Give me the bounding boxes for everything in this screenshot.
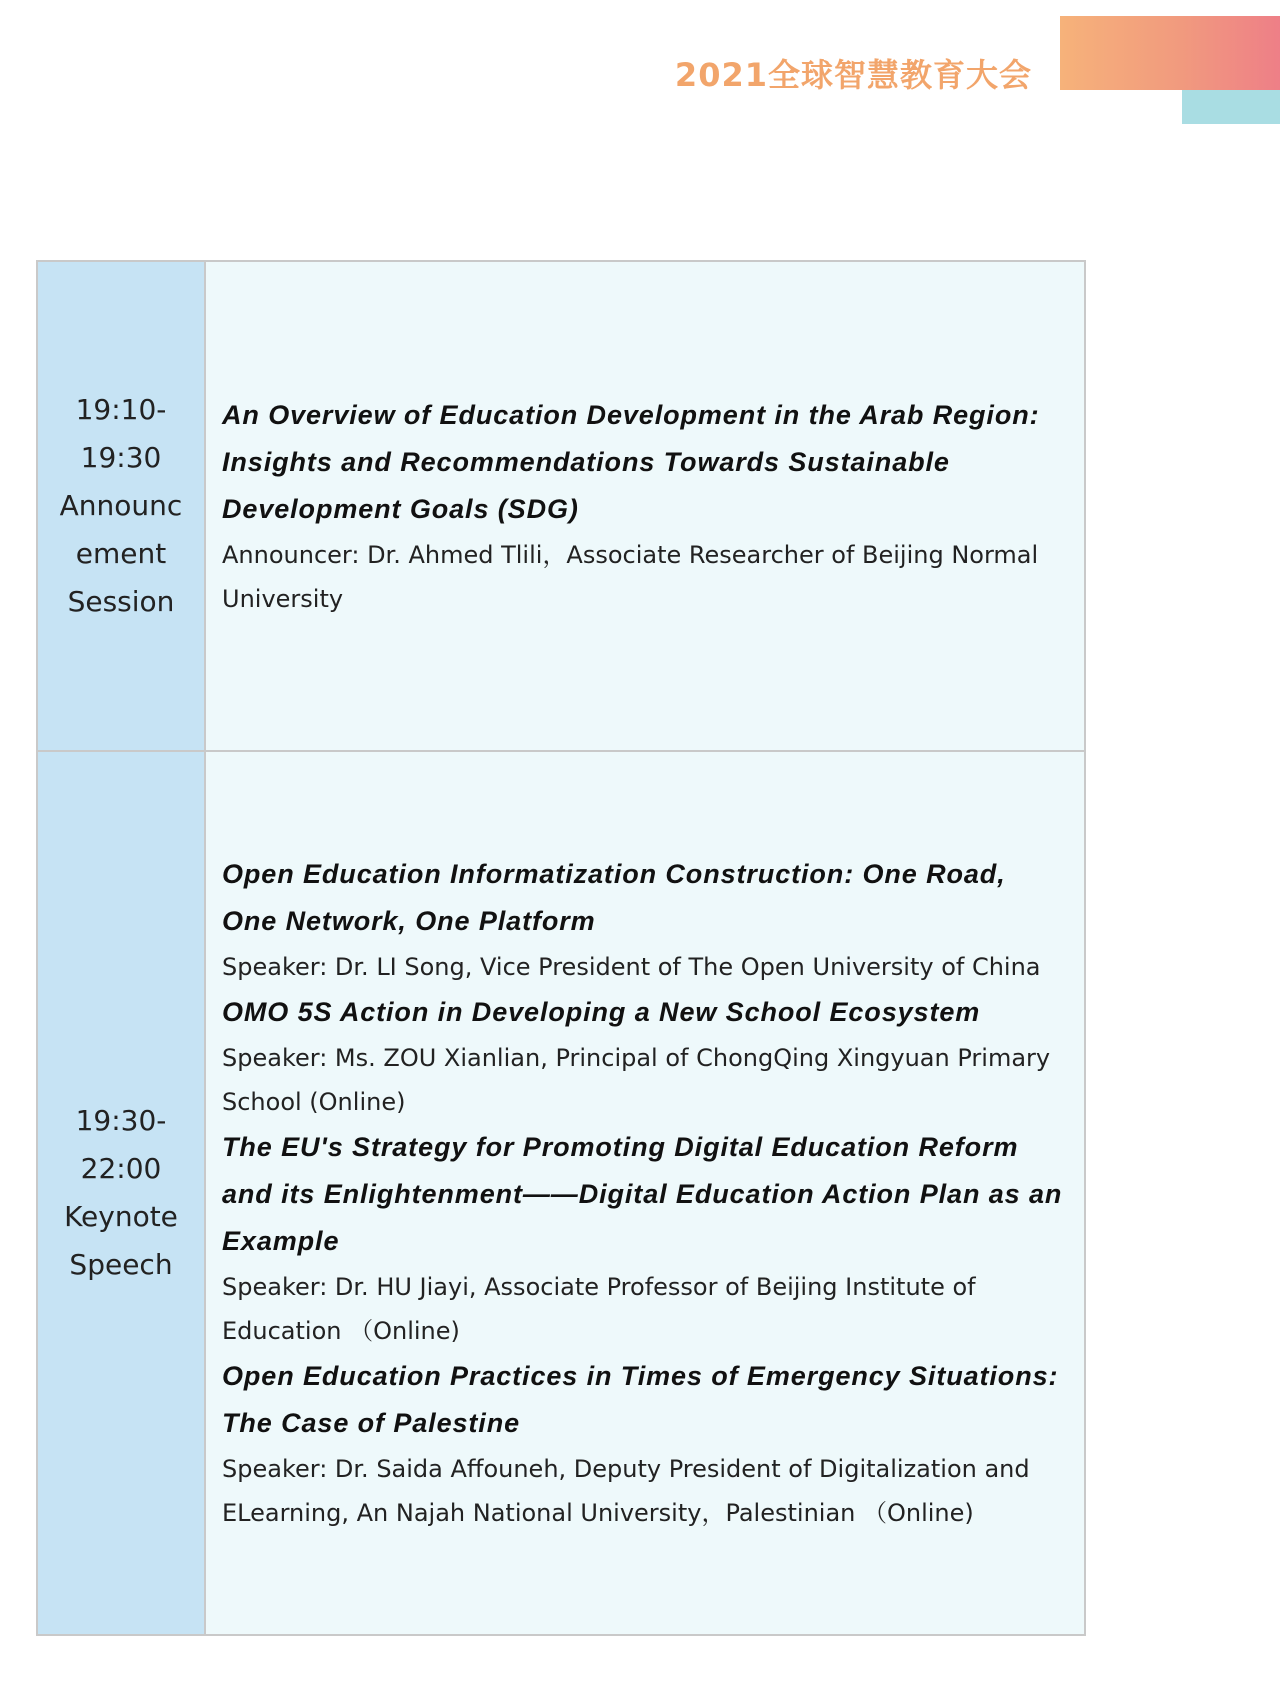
talk-title: An Overview of Education Development in the Arab Region: Insights and Recommendations Towards Sustainable Development Goals (SDG): [222, 399, 1040, 524]
talk-speaker: Announcer: Dr. Ahmed Tlili，Associate Researcher of Beijing Normal University: [222, 540, 1039, 613]
talk-title: OMO 5S Action in Developing a New School Ecosystem: [222, 997, 981, 1027]
schedule-row-announcement: [37, 261, 1085, 751]
talk-title: The EU's Strategy for Promoting Digital Education Reform and its Enlightenment——Digital Education Action Plan as an Example: [222, 1132, 1063, 1256]
time-cell: [37, 261, 205, 751]
time-line: 22:00: [80, 1152, 162, 1185]
session-label-line: Keynote: [64, 1200, 178, 1233]
session-label-line: ement: [75, 537, 167, 570]
talk-speaker: Speaker: Dr. Saida Affouneh, Deputy President of Digitalization and ELearning, An Najah National University，Palestinian （Online): [222, 1455, 1030, 1527]
schedule-table: [36, 260, 1086, 1636]
content-cell: [205, 261, 1085, 751]
schedule-row-keynote: [37, 751, 1085, 1635]
talk-title: Open Education Practices in Times of Emergency Situations: The Case of Palestine: [222, 1361, 1059, 1438]
time-line: 19:30-: [75, 1104, 167, 1137]
session-label-line: Announc: [59, 489, 183, 522]
time-line: 19:10-: [75, 393, 167, 426]
session-label-line: Session: [67, 585, 175, 618]
time-cell: [37, 751, 205, 1635]
session-label-line: Speech: [69, 1248, 173, 1281]
content-cell: [205, 751, 1085, 1635]
talk-speaker: Speaker: Dr. LI Song, Vice President of The Open University of China: [222, 953, 1041, 981]
header-cyan-accent: [1182, 90, 1280, 124]
talk-speaker: Speaker: Dr. HU Jiayi, Associate Professor of Beijing Institute of Education （Online): [222, 1273, 976, 1345]
talk-title: Open Education Informatization Construction: One Road, One Network, One Platform: [222, 859, 1006, 936]
time-line: 19:30: [80, 441, 162, 474]
header-gradient-banner: [1060, 16, 1280, 90]
talk-speaker: Speaker: Ms. ZOU Xianlian, Principal of ChongQing Xingyuan Primary School (Online): [222, 1044, 1051, 1116]
conference-title: 2021全球智慧教育大会: [674, 56, 1032, 94]
